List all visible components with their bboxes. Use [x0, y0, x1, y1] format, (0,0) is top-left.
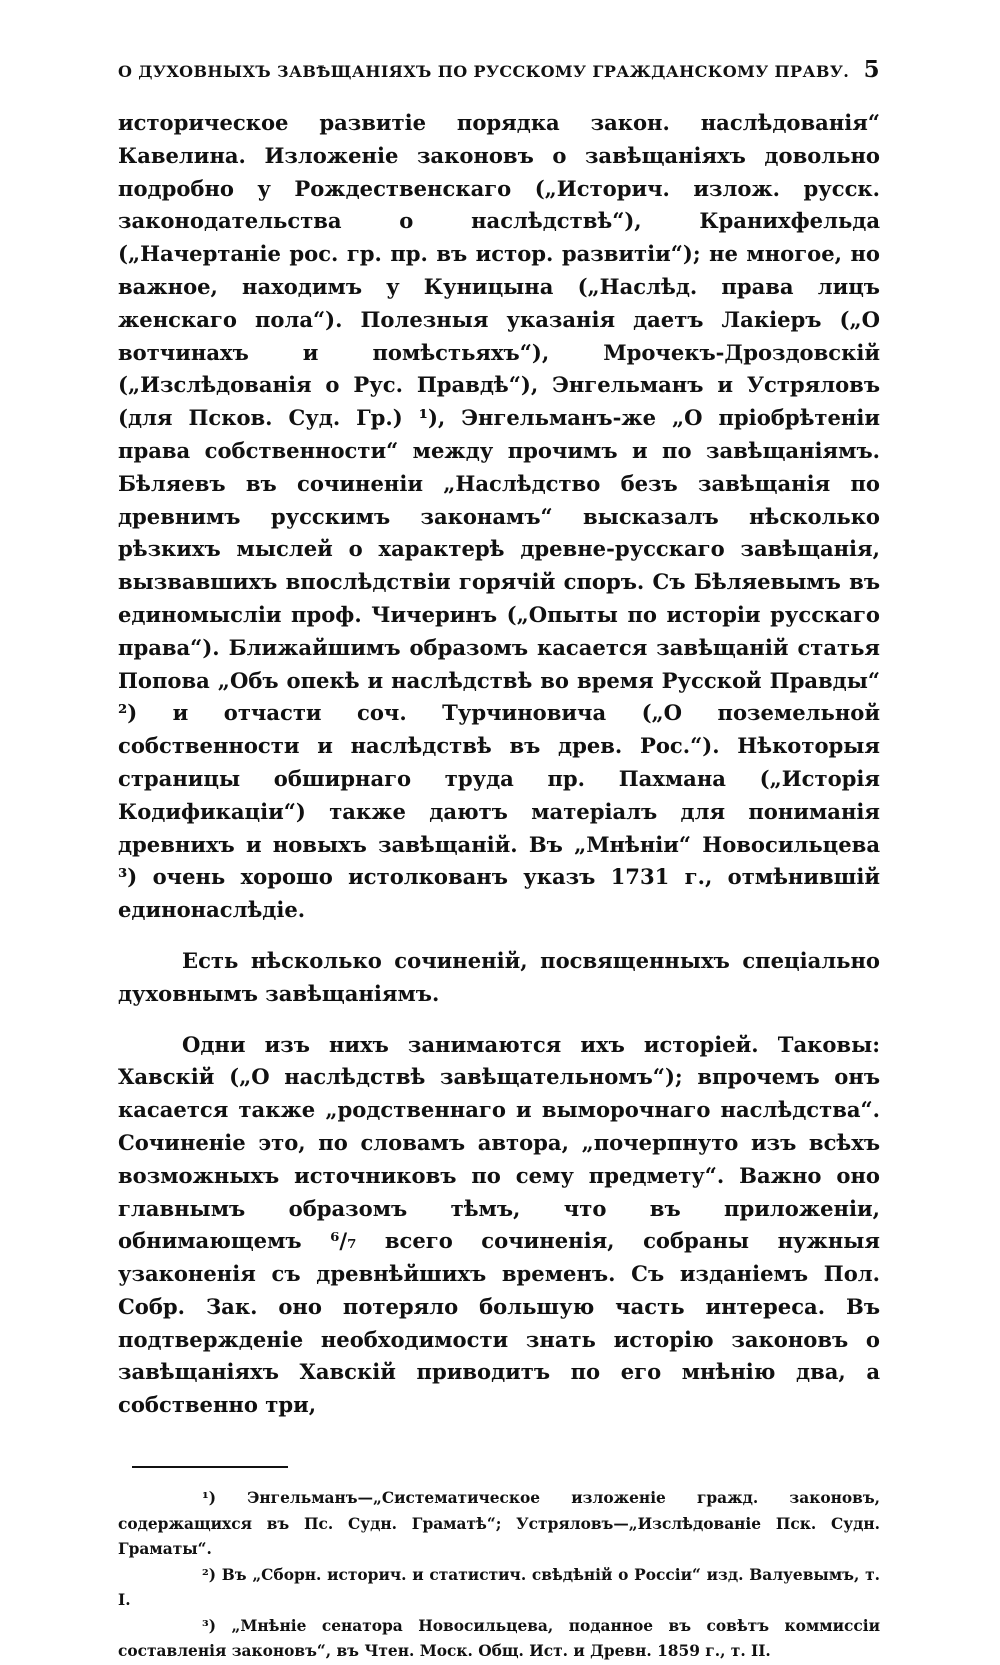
- paragraph: Одни изъ нихъ занимаются ихъ исторіей. Таковы: Хавскій („О наслѣдствѣ завѣщательномъ“); впрочемъ онъ касается также „родственнаго и выморочнаго наслѣдства“. Сочиненіе это, по словамъ автора, „почерпнуто изъ всѣхъ возможныхъ источниковъ по сему предмету“. Важно оно главнымъ образомъ тѣмъ, что въ приложеніи, обнимающемъ ⁶/₇ всего сочиненія, собраны нужныя узаконенія съ древнѣйшихъ временъ. Съ изданіемъ Пол. Собр. Зак. оно потеряло большую часть интереса. Въ подтвержденіе необходимости знать исторію законовъ о завѣщаніяхъ Хавскій приводитъ по его мнѣнію два, а собственно три,: [118, 1031, 880, 1418]
- paragraph: Есть нѣсколько сочиненій, посвященныхъ спеціально духовнымъ завѣщаніямъ.: [118, 947, 880, 1006]
- page: [118, 56, 880, 1665]
- footnote: ¹) Энгельманъ—„Систематическое изложеніе гражд. законовъ, содержащихся въ Пс. Судн. Граматѣ“; Устряловъ—„Изслѣдованіе Пск. Судн. Граматы“.: [118, 1489, 880, 1559]
- footnote: ²) Въ „Сборн. историч. и статистич. свѣдѣній о Россіи“ изд. Валуевымъ, т. I.: [118, 1565, 880, 1610]
- main-text: [118, 107, 880, 1422]
- paragraph: историческое развитіе порядка закон. наслѣдованія“ Кавелина. Изложеніе законовъ о завѣщаніяхъ довольно подробно у Рождественскаго („Историч. излож. русск. законодательства о наслѣдствѣ“), Кранихфельда („Начертаніе рос. гр. пр. въ истор. развитіи“); не многое, но важное, находимъ у Куницына („Наслѣд. права лицъ женскаго пола“). Полезныя указанія даетъ Лакіеръ („О вотчинахъ и помѣстьяхъ“), Мрочекъ-Дроздовскій („Изслѣдованія о Рус. Правдѣ“), Энгельманъ и Устряловъ (для Псков. Суд. Гр.) ¹), Энгельманъ-же „О пріобрѣтеніи права собственности“ между прочимъ и по завѣщаніямъ. Бѣляевъ въ сочиненіи „Наслѣдство безъ завѣщанія по древнимъ русскимъ законамъ“ высказалъ нѣсколько рѣзкихъ мыслей о характерѣ древне-русскаго завѣщанія, вызвавшихъ впослѣдствіи горячій споръ. Съ Бѣляевымъ въ единомысліи проф. Чичеринъ („Опыты по исторіи русскаго права“). Ближайшимъ образомъ касается завѣщаній статья Попова „Объ опекѣ и наслѣдствѣ во время Русской Правды“ ²) и отчасти соч. Турчиновича („О поземельной собственности и наслѣдствѣ въ древ. Рос.“). Нѣкоторыя страницы обширнаго труда пр. Пахмана („Исторія Кодификаціи“) также даютъ матеріалъ для пониманія древнихъ и новыхъ завѣщаній. Въ „Мнѣніи“ Новосильцева ³) очень хорошо истолкованъ указъ 1731 г., отмѣнившій единонаслѣдіе.: [118, 110, 880, 923]
- footnote-divider: [132, 1466, 288, 1468]
- page-number: 5: [863, 56, 880, 83]
- footnotes: [118, 1486, 880, 1665]
- running-title: О ДУХОВНЫХЪ ЗАВѢЩАНІЯХЪ ПО РУССКОМУ ГРАЖДАНСКОМУ ПРАВУ.: [118, 62, 850, 81]
- running-header: [118, 56, 880, 83]
- footnote: ³) „Мнѣніе сенатора Новосильцева, поданное въ совѣтъ коммиссіи составленія законовъ“, въ Чтен. Моск. Общ. Ист. и Древн. 1859 г., т. II.: [118, 1616, 880, 1661]
